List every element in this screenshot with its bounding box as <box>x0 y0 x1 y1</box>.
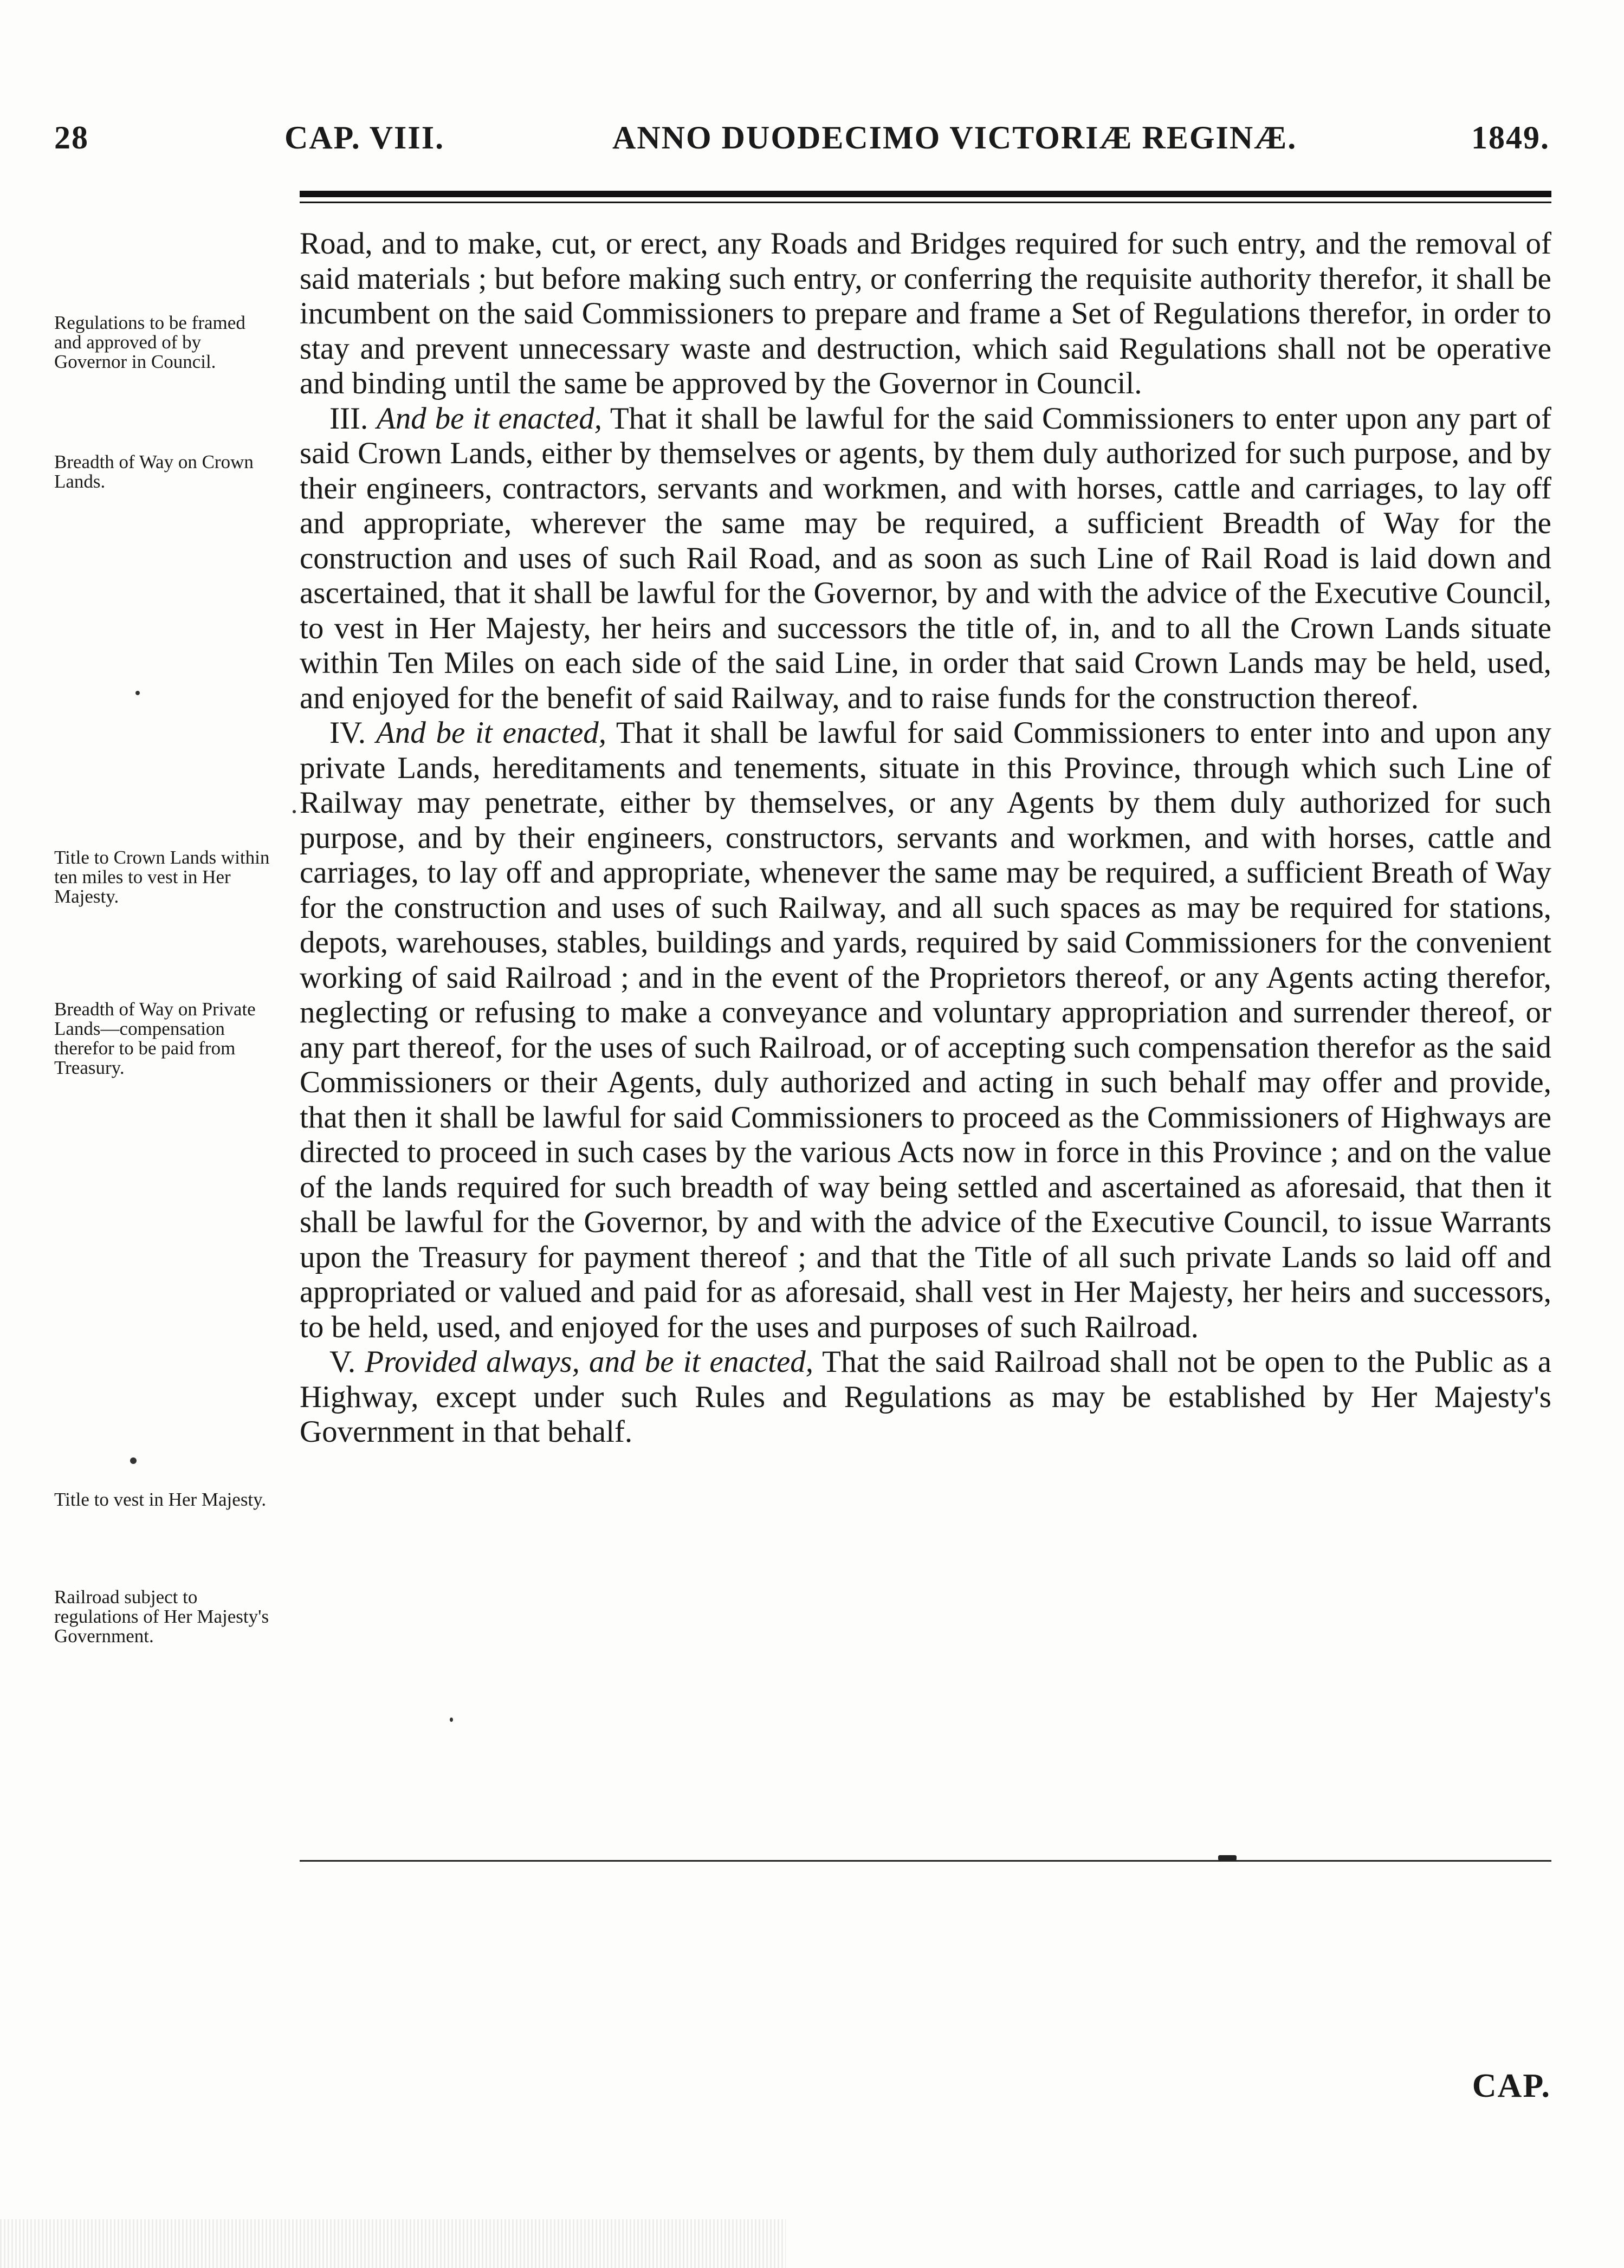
running-title: ANNO DUODECIMO VICTORIÆ REGINÆ. <box>612 120 1297 155</box>
section-3 <box>300 401 1551 716</box>
scan-speck <box>130 1457 137 1464</box>
header-rule-thin <box>300 202 1551 203</box>
scan-speck <box>135 691 140 695</box>
section-text: That it shall be lawful for the said Commissioners to enter upon any part of said Crown Lands, either by themselves or agents, by them duly authorized for such purpose, and by their engineers, contractors, servants and workmen, and with horses, cattle and carriages, to lay off and appropriate, wherever the same may be required, a sufficient Breadth of Way for the construction and uses of such Rail Road, and as soon as such Line of Rail Road is laid down and ascertained, that it shall be lawful for the Governor, by and with the advice of the Executive Council, to vest in Her Majesty, her heirs and successors the title of, in, and to all the Crown Lands situate within Ten Miles on each side of the said Line, in order that said Crown Lands may be held, used, and enjoyed for the benefit of said Railway, and to raise funds for the construction thereof. <box>300 401 1551 715</box>
margin-note-title-vest: Title to vest in Her Majesty. <box>54 1489 267 1510</box>
margin-note-breadth-crown: Breadth of Way on Crown Lands. <box>54 451 254 492</box>
enacting-clause: And be it enacted, <box>376 401 603 436</box>
scan-speck <box>450 1718 453 1722</box>
margin-note-railroad-regulations: Railroad subject to regulations of Her Majesty's Government. <box>54 1586 269 1647</box>
header-rule-thick <box>300 191 1551 197</box>
scan-speck <box>293 810 296 813</box>
continuation-paragraph: Road, and to make, cut, or erect, any Roads and Bridges required for such entry, and the removal of said materials ; but before making such entry, or conferring the requisite authority therefor, it shall be incumbent on the said Commissioners to prepare and frame a Set of Regulations therefor, in order to stay and prevent unnecessary waste and destruction, which said Regulations shall not be operative and binding until the same be approved by the Governor in Council. <box>300 226 1551 400</box>
page-number: 28 <box>54 120 89 155</box>
catchword: CAP. <box>1472 2068 1551 2104</box>
section-5 <box>300 1345 1551 1450</box>
section-4 <box>300 716 1551 1345</box>
margin-note-regulations: Regulations to be framed and approved of by Governor in Council. <box>54 312 245 372</box>
section-number: IV. <box>329 716 366 750</box>
chapter-label: CAP. VIII. <box>284 120 445 155</box>
margin-note-title-crown: Title to Crown Lands within ten miles to vest in Her Majesty. <box>54 847 270 907</box>
section-number: V. <box>329 1345 356 1379</box>
statute-body <box>300 226 1551 1450</box>
section-text: That it shall be lawful for said Commissioners to enter into and upon any private Lands, hereditaments and tenements, situate in this Province, through which such Line of Railway may penetrate, either by themselves, or any Agents by them duly authorized for such purpose, and by their engineers, constructors, servants and workmen, and with horses, cattle and carriages, to lay off and appropriate, whenever the same may be required, a sufficient Breath of Way for the construction and uses of such Railway, and all such spaces as may be required for stations, depots, warehouses, stables, buildings and yards, required by said Commissioners for the convenient working of said Railroad ; and in the event of the Proprietors thereof, or any Agents acting therefor, neglecting or refusing to make a conveyance and voluntary appropriation and surrender thereof, or any part thereof, for the uses of such Railroad, or of accepting such compensation therefor as the said Commissioners or their Agents, duly authorized and acting in such behalf may offer and provide, that then it shall be lawful for said Commissioners to proceed as the Commissioners of Highways are directed to proceed in such cases by the various Acts now in force in this Province ; and on the value of the lands required for such breadth of way being settled and ascertained as aforesaid, that then it shall be lawful for the Governor, by and with the advice of the Executive Council, to issue Warrants upon the Treasury for payment thereof ; and that the Title of all such private Lands so laid off and appropriated or valued and paid for as aforesaid, shall vest in Her Majesty, her heirs and successors, to be held, used, and enjoyed for the uses and purposes of such Railroad. <box>300 716 1551 1344</box>
enacting-clause: And be it enacted, <box>376 716 607 750</box>
scan-edge-noise <box>0 2219 786 2268</box>
section-text: That the said Railroad shall not be open to the Public as a Highway, except under such Rules and Regulations as may be established by Her Majesty's Government in that behalf. <box>300 1345 1551 1449</box>
section-number: III. <box>329 401 368 436</box>
year-label: 1849. <box>1471 120 1550 155</box>
end-rule <box>300 1860 1551 1862</box>
end-rule-mark <box>1218 1855 1237 1861</box>
margin-note-breadth-private: Breadth of Way on Private Lands—compensation therefor to be paid from Treasury. <box>54 999 256 1078</box>
running-header <box>54 119 1550 168</box>
enacting-clause: Provided always, and be it enacted, <box>365 1345 814 1379</box>
